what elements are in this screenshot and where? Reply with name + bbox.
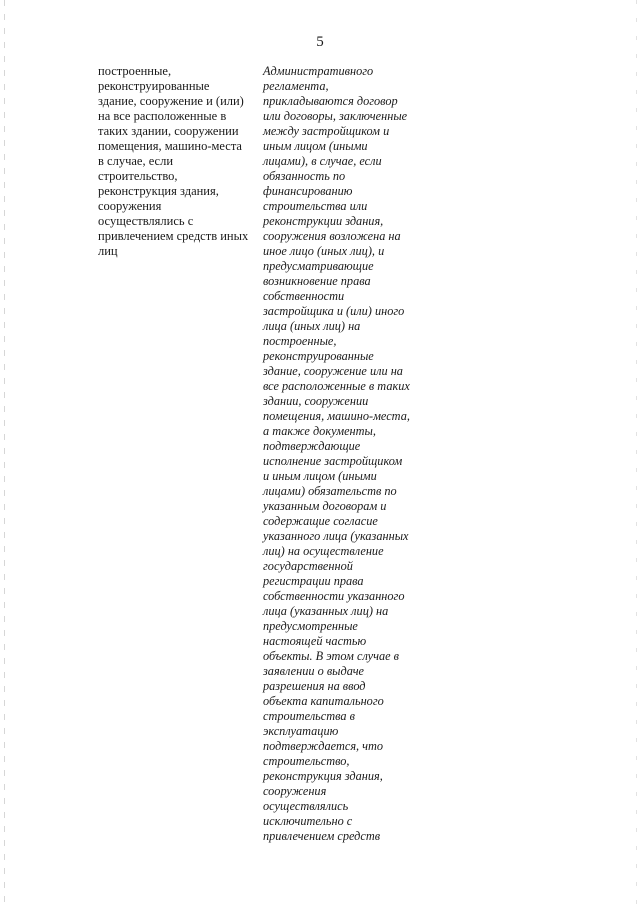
right-column-line: здание, сооружение или на (263, 364, 403, 378)
right-column-line: предусмотренные (263, 619, 358, 633)
right-column-line: сооружения возложена на (263, 229, 401, 243)
left-column-line: сооружения (98, 199, 162, 213)
right-column-line: сооружения (263, 784, 327, 798)
right-column-line: иным лицом (иными (263, 139, 368, 153)
right-column-line: реконструкция здания, (263, 769, 383, 783)
right-column-line: осуществлялись (263, 799, 349, 813)
left-column-line: в случае, если (98, 154, 174, 168)
page-number: 5 (316, 34, 324, 50)
right-column-line: указанным договорам и (263, 499, 387, 513)
right-column-line: эксплуатацию (263, 724, 339, 738)
right-column-line: обязанность по (263, 169, 346, 183)
left-column-text (98, 64, 263, 259)
right-column-line: подтверждающие (263, 439, 361, 453)
right-column-line: содержащие согласие (263, 514, 378, 528)
right-column-line: строительства в (263, 709, 355, 723)
left-column-line: реконструкция здания, (98, 184, 219, 198)
right-column-line: лица (иных лиц) на (263, 319, 361, 333)
left-column-line: привлечением средств иных (98, 229, 249, 243)
right-column-line: лицами) обязательств по (263, 484, 397, 498)
right-column-line: и иным лицом (иными (263, 469, 377, 483)
right-column-line: привлечением средств (263, 829, 381, 843)
scan-edge-left (4, 0, 5, 905)
left-column-line: построенные, (98, 64, 172, 78)
right-column-line: а также документы, (263, 424, 376, 438)
right-column-line: лиц) на осуществление (263, 544, 384, 558)
right-column-line: собственности указанного (263, 589, 405, 603)
right-column-line: предусматривающие (263, 259, 374, 273)
right-column-line: реконструированные (263, 349, 374, 363)
right-column-line: застройщика и (или) иного (263, 304, 405, 318)
right-column-line: лицами), в случае, если (263, 154, 382, 168)
right-column-line: регламента, (263, 79, 329, 93)
right-column-line: настоящей частью (263, 634, 367, 648)
right-column-line: объекта капитального (263, 694, 384, 708)
right-column-line: финансированию (263, 184, 353, 198)
right-column-line: строительство, (263, 754, 350, 768)
right-column-line: здании, сооружении (263, 394, 369, 408)
left-column-line: лиц (98, 244, 118, 258)
right-column-line: регистрации права (263, 574, 364, 588)
left-column-line: таких здании, сооружении (98, 124, 239, 138)
right-column-line: собственности (263, 289, 345, 303)
right-column-line: построенные, (263, 334, 337, 348)
right-column-text (263, 64, 433, 844)
right-column-line: заявлении о выдаче (263, 664, 365, 678)
right-column-line: государственной (263, 559, 353, 573)
right-column-line: все расположенные в таких (263, 379, 410, 393)
right-column-line: строительства или (263, 199, 368, 213)
right-column-line: объекты. В этом случае в (263, 649, 399, 663)
right-column-line: реконструкции здания, (263, 214, 384, 228)
right-column-line: исполнение застройщиком (263, 454, 403, 468)
left-column-line: осуществлялись с (98, 214, 194, 228)
right-column-line: разрешения на ввод (263, 679, 366, 693)
right-column-line: возникновение права (263, 274, 371, 288)
left-column-line: здание, сооружение и (или) (98, 94, 244, 108)
right-column-line: иное лицо (иных лиц), и (263, 244, 385, 258)
right-column-line: помещения, машино-места, (263, 409, 410, 423)
right-column-line: лица (указанных лиц) на (263, 604, 389, 618)
left-column-line: реконструированные (98, 79, 210, 93)
right-column-line: указанного лица (указанных (263, 529, 409, 543)
right-column-line: Административного (263, 64, 374, 78)
scan-edge-right (636, 0, 637, 905)
right-column-line: исключительно с (263, 814, 353, 828)
left-column-line: на все расположенные в (98, 109, 227, 123)
left-column-line: строительство, (98, 169, 178, 183)
right-column-line: между застройщиком и (263, 124, 390, 138)
right-column-line: или договоры, заключенные (263, 109, 408, 123)
left-column-line: помещения, машино-места (98, 139, 242, 153)
right-column-line: подтверждается, что (263, 739, 384, 753)
right-column-line: прикладываются договор (263, 94, 398, 108)
